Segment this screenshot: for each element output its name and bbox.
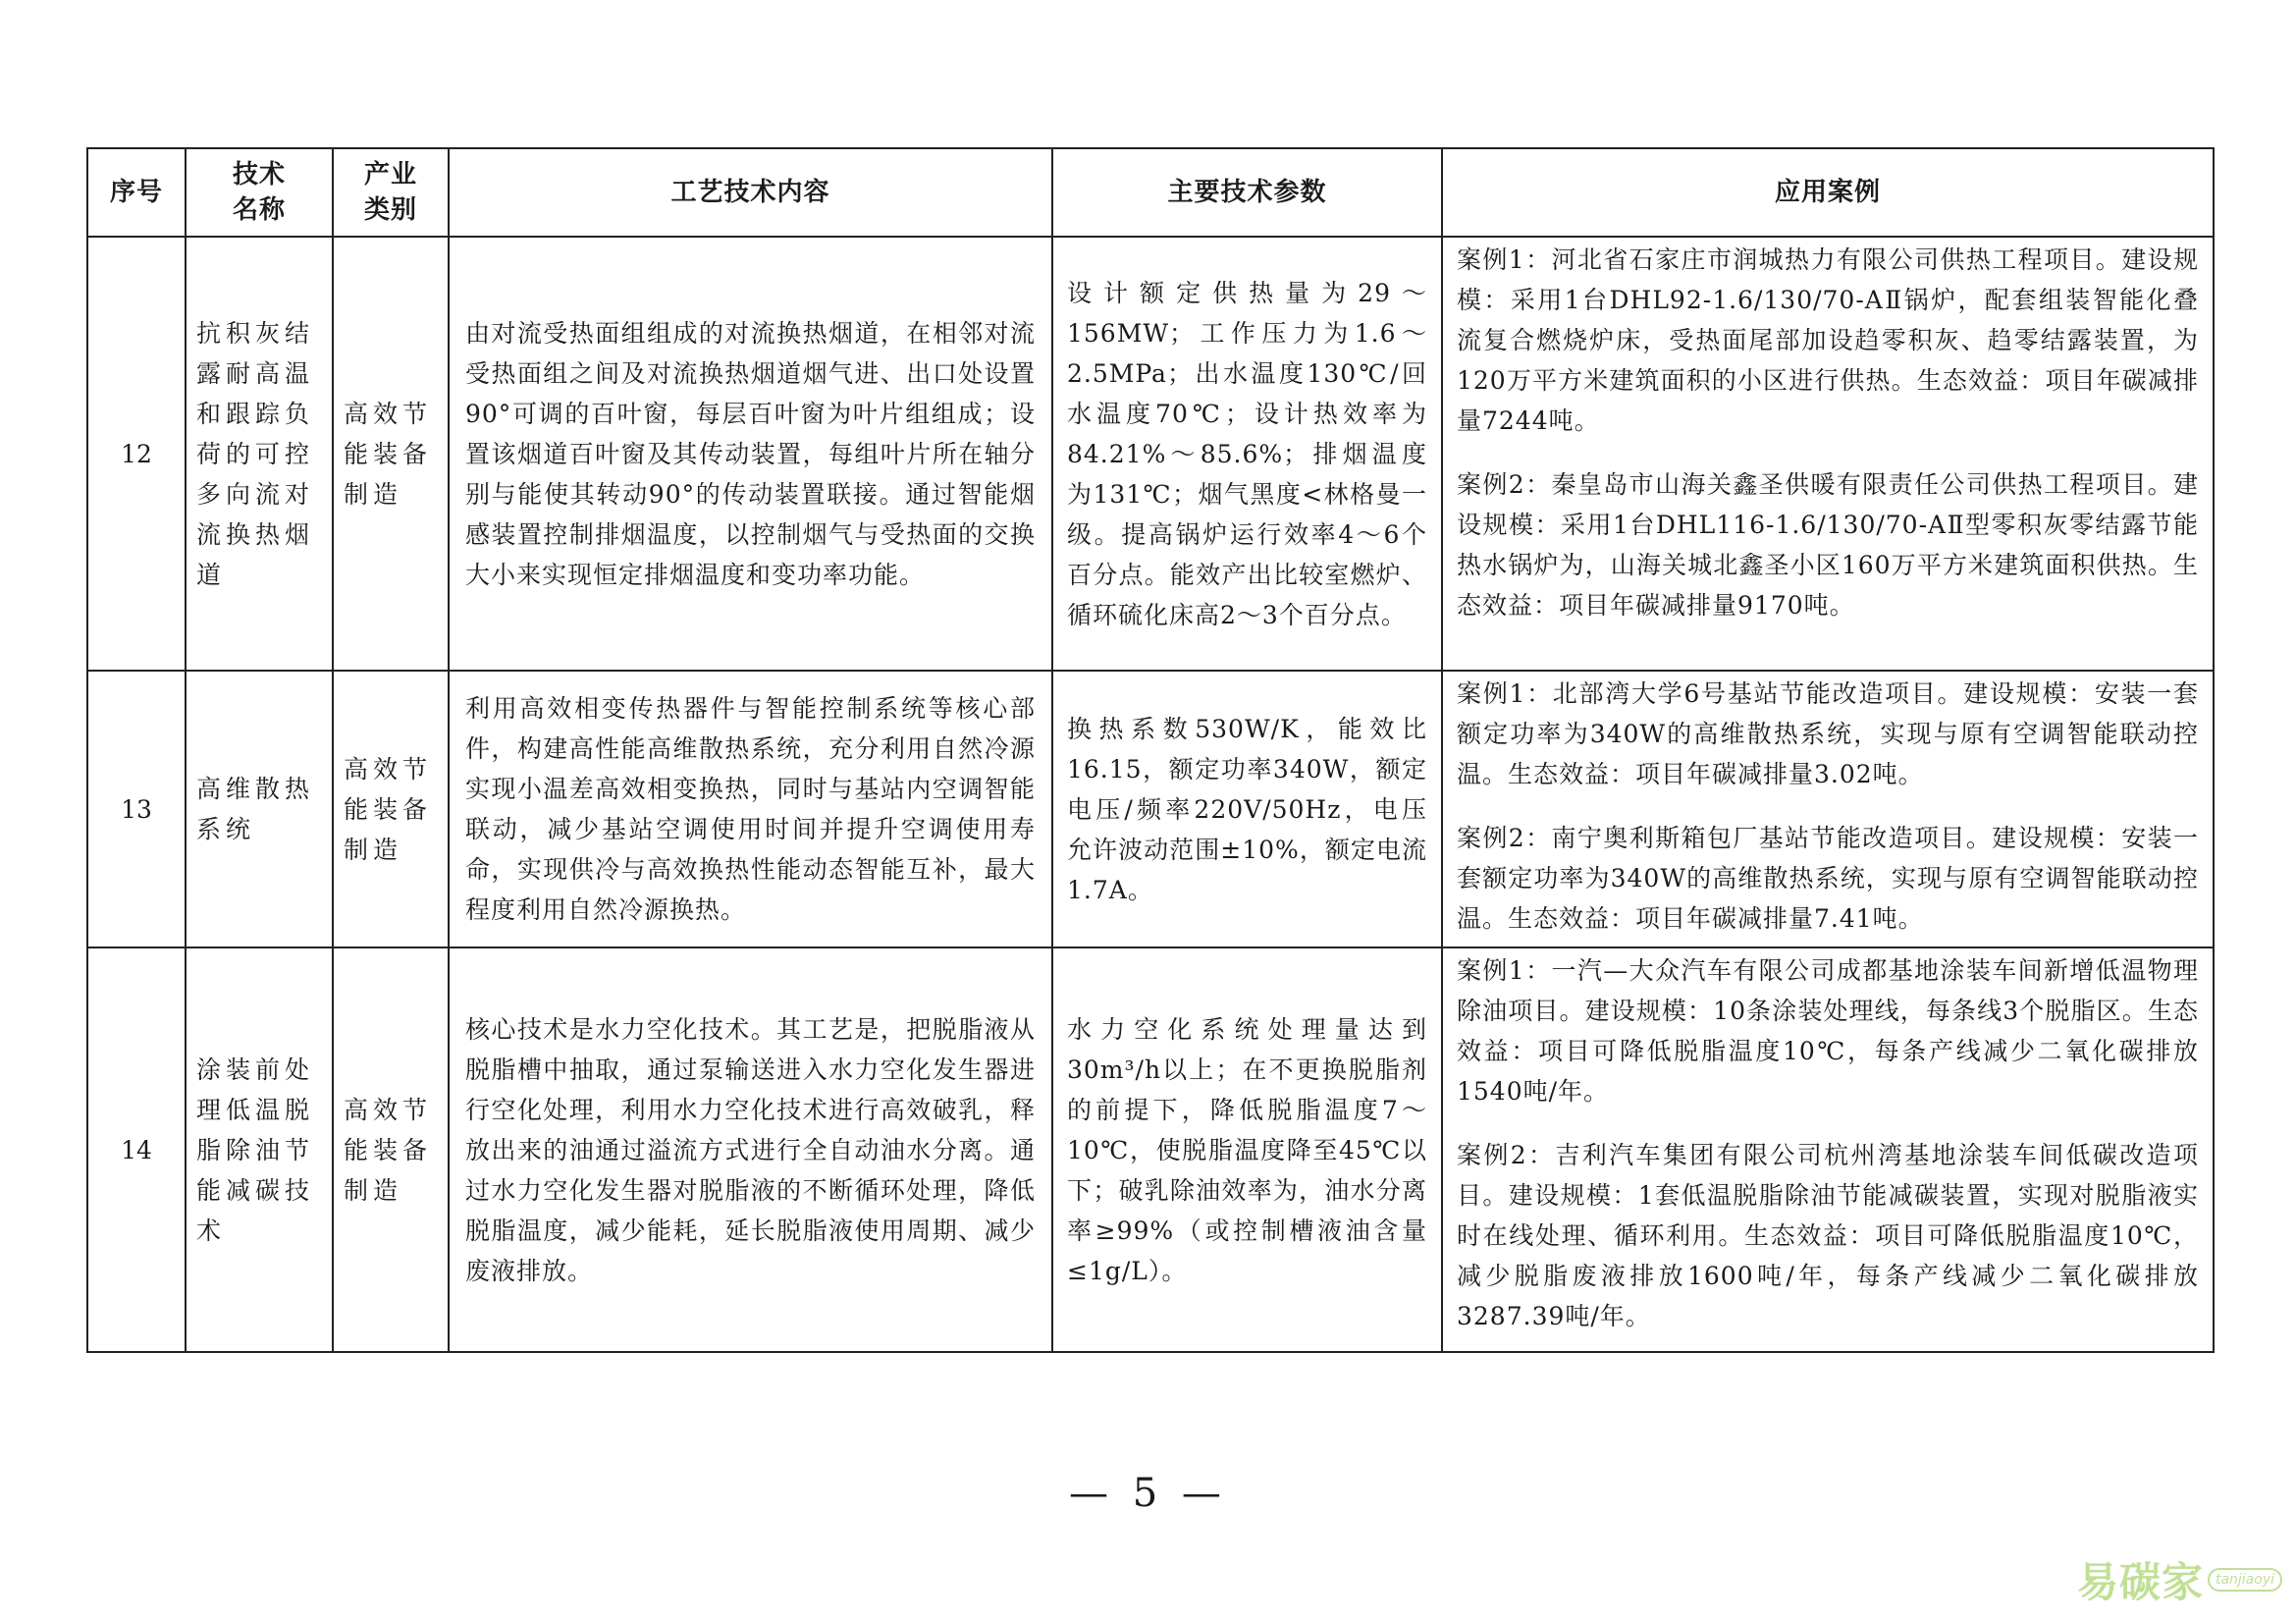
row-number: 14	[87, 947, 186, 1352]
technology-name: 涂装前处理低温脱脂除油节能减碳技术	[186, 947, 333, 1352]
case-item: 案例2：吉利汽车集团有限公司杭州湾基地涂装车间低碳改造项目。建设规模：1套低温脱脂除油节能减碳装置，实现对脱脂液实时在线处理、循环利用。生态效益：项目可降低脱脂温度10℃，减少脱脂废液排放1600吨/年，每条产线减少二氧化碳排放3287.39吨/年。	[1457, 1141, 2199, 1330]
process-content: 利用高效相变传热器件与智能控制系统等核心部件，构建高性能高维散热系统，充分利用自然冷源实现小温差高效相变换热，同时与基站内空调智能联动，减少基站空调使用时间并提升空调使用寿命，实现供冷与高效换热性能动态智能互补，最大程度利用自然冷源换热。	[449, 671, 1052, 947]
case-item: 案例1：北部湾大学6号基站节能改造项目。建设规模：安装一套额定功率为340W的高维散热系统，实现与原有空调智能联动控温。生态效益：项目年碳减排量3.02吨。	[1457, 679, 2199, 788]
industry-category: 高效节能装备制造	[333, 671, 449, 947]
technical-parameters: 水力空化系统处理量达到30m³/h以上；在不更换脱脂剂的前提下，降低脱脂温度7～10℃，使脱脂温度降至45℃以下；破乳除油效率为，油水分离率≥99%（或控制槽液油含量≤1g/L）。	[1052, 947, 1442, 1352]
table-row	[87, 947, 2214, 1352]
page-number: — 5 —	[1069, 1471, 1227, 1516]
header-process: 工艺技术内容	[449, 148, 1052, 237]
watermark-logo	[2077, 1550, 2282, 1609]
header-name: 技术名称	[186, 148, 333, 237]
process-content: 核心技术是水力空化技术。其工艺是，把脱脂液从脱脂槽中抽取，通过泵输送进入水力空化发生器进行空化处理，利用水力空化技术进行高效破乳，释放出来的油通过溢流方式进行全自动油水分离。通过水力空化发生器对脱脂液的不断循环处理，降低脱脂温度，减少能耗，延长脱脂液使用周期、减少废液排放。	[449, 947, 1052, 1352]
table-row	[87, 237, 2214, 671]
technology-name: 高维散热系统	[186, 671, 333, 947]
row-number: 12	[87, 237, 186, 671]
technical-parameters: 换热系数530W/K，能效比16.15，额定功率340W，额定电压/频率220V/50Hz，电压允许波动范围±10%，额定电流1.7A。	[1052, 671, 1442, 947]
case-item: 案例2：南宁奥利斯箱包厂基站节能改造项目。建设规模：安装一套额定功率为340W的高维散热系统，实现与原有空调智能联动控温。生态效益：项目年碳减排量7.41吨。	[1457, 824, 2199, 933]
application-cases	[1442, 671, 2214, 947]
technology-name: 抗积灰结露耐高温和跟踪负荷的可控多向流对流换热烟道	[186, 237, 333, 671]
case-item: 案例1：一汽—大众汽车有限公司成都基地涂装车间新增低温物理除油项目。建设规模：10条涂装处理线，每条线3个脱脂区。生态效益：项目可降低脱脂温度10℃，每条产线减少二氧化碳排放1540吨/年。	[1457, 956, 2199, 1106]
header-params: 主要技术参数	[1052, 148, 1442, 237]
header-category: 产业类别	[333, 148, 449, 237]
table-header-row	[87, 148, 2214, 237]
header-cases: 应用案例	[1442, 148, 2214, 237]
industry-category: 高效节能装备制造	[333, 947, 449, 1352]
industry-category: 高效节能装备制造	[333, 237, 449, 671]
watermark-sub: tanjiaoyi	[2208, 1568, 2282, 1592]
process-content: 由对流受热面组组成的对流换热烟道，在相邻对流受热面组之间及对流换热烟道烟气进、出口处设置90°可调的百叶窗，每层百叶窗为叶片组组成；设置该烟道百叶窗及其传动装置，每组叶片所在轴分别与能使其转动90°的传动装置联接。通过智能烟感装置控制排烟温度，以控制烟气与受热面的交换大小来实现恒定排烟温度和变功率功能。	[449, 237, 1052, 671]
technical-parameters: 设计额定供热量为29～156MW；工作压力为1.6～2.5MPa；出水温度130℃/回水温度70℃；设计热效率为84.21%～85.6%；排烟温度为131℃；烟气黑度<林格曼一级。提高锅炉运行效率4～6个百分点。能效产出比较室燃炉、循环硫化床高2～3个百分点。	[1052, 237, 1442, 671]
watermark-mark: 易碳家	[2076, 1558, 2204, 1606]
case-item: 案例1：河北省石家庄市润城热力有限公司供热工程项目。建设规模：采用1台DHL92-1.6/130/70-AⅡ锅炉，配套组装智能化叠流复合燃烧炉床，受热面尾部加设趋零积灰、趋零结露装置，为120万平方米建筑面积的小区进行供热。生态效益：项目年碳减排量7244吨。	[1457, 245, 2199, 435]
table-row	[87, 671, 2214, 947]
application-cases	[1442, 237, 2214, 671]
technology-table	[86, 147, 2215, 1353]
header-num: 序号	[87, 148, 186, 237]
row-number: 13	[87, 671, 186, 947]
case-item: 案例2：秦皇岛市山海关鑫圣供暖有限责任公司供热工程项目。建设规模：采用1台DHL116-1.6/130/70-AⅡ型零积灰零结露节能热水锅炉为，山海关城北鑫圣小区160万平方米建筑面积供热。生态效益：项目年碳减排量9170吨。	[1457, 470, 2199, 620]
application-cases	[1442, 947, 2214, 1352]
